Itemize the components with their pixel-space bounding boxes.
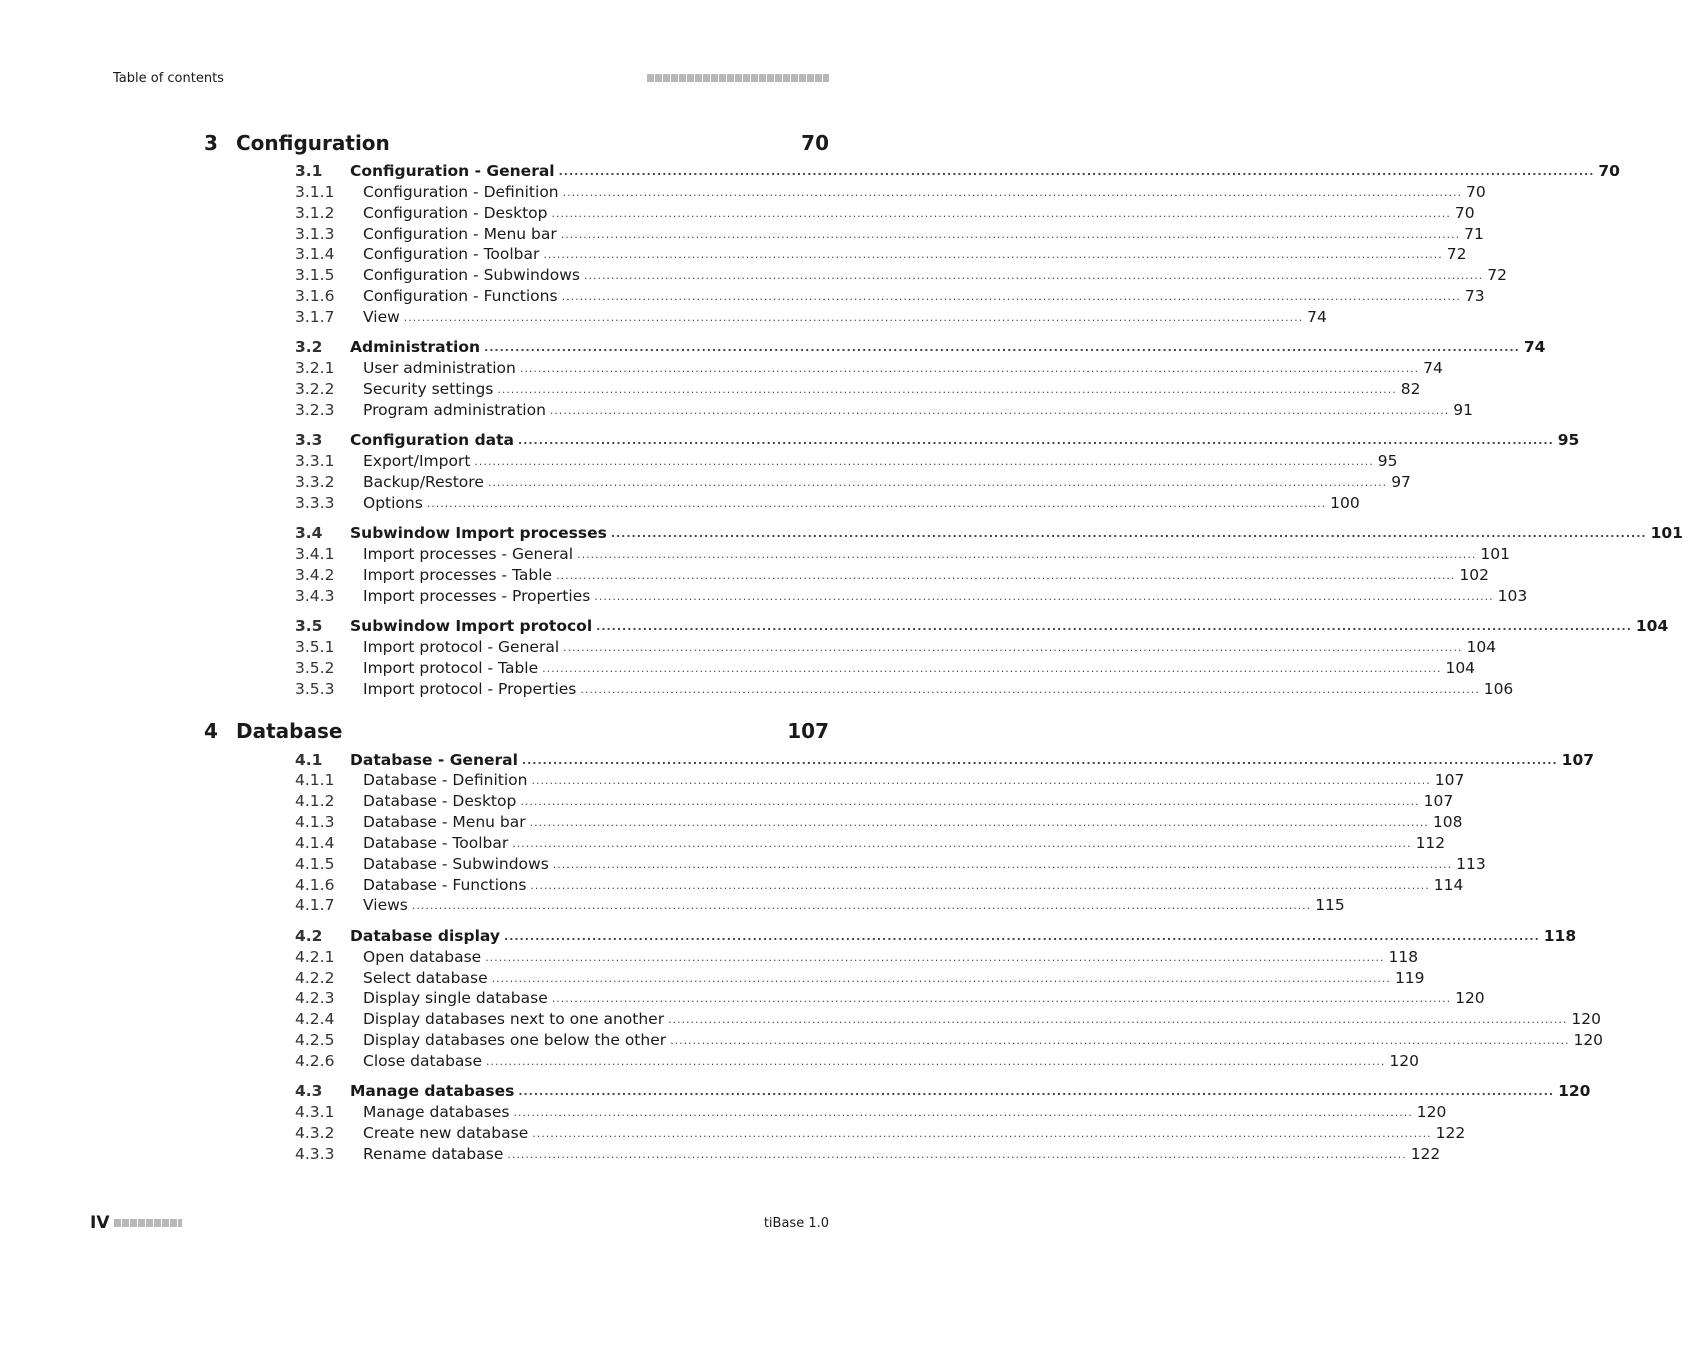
chapter-heading[interactable] [204, 719, 829, 745]
entry-page: 74 [1423, 359, 1443, 377]
toc-entry[interactable] [295, 287, 1485, 308]
chapter-number: 4 [204, 719, 218, 743]
chapter-heading[interactable] [204, 131, 829, 157]
entry-title: Options [363, 494, 427, 512]
chapter-page: 70 [801, 131, 829, 155]
entry-page: 104 [1445, 659, 1476, 677]
entry-page: 101 [1480, 545, 1510, 563]
entry-title: Configuration - Definition [363, 183, 563, 201]
dot-leader: ........................................................................................................................................................................................................ [542, 662, 1442, 675]
toc-entry[interactable] [295, 1010, 1601, 1031]
header-title: Table of contents [113, 71, 224, 86]
dot-leader: ........................................................................................................................................................................................................ [558, 165, 1595, 178]
dot-leader: ........................................................................................................................................................................................................ [530, 879, 1430, 892]
dot-leader: ........................................................................................................................................................................................................ [560, 228, 1461, 241]
entry-page: 120 [1389, 1052, 1419, 1070]
toc-entry[interactable] [295, 380, 1421, 401]
entry-number: 3.3.1 [295, 452, 335, 470]
dot-leader: ........................................................................................................................................................................................................ [563, 641, 1463, 654]
entry-number: 4.2.5 [295, 1031, 335, 1049]
dot-leader: ........................................................................................................................................................................................................ [513, 1106, 1413, 1119]
entry-page: 120 [1573, 1031, 1604, 1049]
toc-entry[interactable] [295, 308, 1327, 329]
toc-entry[interactable] [295, 927, 1577, 948]
entry-title: Open database [363, 948, 485, 966]
entry-title: Import processes - General [363, 545, 577, 563]
entry-number: 3.1.2 [295, 204, 335, 222]
entry-title: Import protocol - General [363, 638, 563, 656]
toc-entry[interactable] [295, 751, 1595, 772]
entry-page: 71 [1464, 225, 1484, 243]
toc-entry[interactable] [295, 225, 1484, 246]
toc-entry[interactable] [295, 1082, 1591, 1103]
entry-number: 4.2.1 [295, 948, 335, 966]
entry-title: Database - Toolbar [363, 834, 512, 852]
dot-leader: ........................................................................................................................................................................................................ [561, 290, 1461, 303]
entry-title: Subwindow Import processes [350, 524, 611, 542]
entry-page: 115 [1315, 896, 1345, 914]
toc-entry[interactable] [295, 989, 1485, 1010]
entry-title: Database - Definition [363, 771, 531, 789]
entry-page: 118 [1388, 948, 1419, 966]
entry-number: 3.4.1 [295, 545, 335, 563]
entry-number: 3.1.1 [295, 183, 335, 201]
entry-title: Backup/Restore [363, 473, 488, 491]
entry-number: 3.2 [295, 338, 323, 356]
dot-leader: ........................................................................................................................................................................................................ [529, 816, 1429, 829]
dot-leader: ........................................................................................................................................................................................................ [491, 972, 1391, 985]
entry-number: 4.2.6 [295, 1052, 335, 1070]
entry-page: 74 [1307, 308, 1327, 326]
toc-entry[interactable] [295, 638, 1497, 659]
entry-title: Display single database [363, 989, 552, 1007]
entry-number: 3.2.2 [295, 380, 335, 398]
entry-number: 3.1.6 [295, 287, 335, 305]
toc-entry[interactable] [295, 771, 1465, 792]
entry-number: 4.1.2 [295, 792, 335, 810]
entry-number: 4.3.3 [295, 1145, 335, 1163]
entry-number: 3.2.3 [295, 401, 335, 419]
entry-title: Display databases one below the other [363, 1031, 670, 1049]
entry-title: Import processes - Table [363, 566, 556, 584]
entry-number: 3.3.2 [295, 473, 335, 491]
entry-page: 82 [1400, 380, 1421, 398]
entry-title: Configuration - Functions [363, 287, 562, 305]
entry-page: 122 [1435, 1124, 1466, 1142]
entry-number: 4.3.1 [295, 1103, 335, 1121]
entry-number: 3.1.5 [295, 266, 335, 284]
entry-number: 3.3.3 [295, 494, 335, 512]
toc-entry[interactable] [295, 183, 1486, 204]
entry-page: 108 [1432, 813, 1463, 831]
dot-leader: ........................................................................................................................................................................................................ [562, 186, 1462, 199]
entry-number: 4.2.4 [295, 1010, 335, 1028]
entry-title: Configuration data [350, 431, 518, 449]
entry-number: 4.2.2 [295, 969, 335, 987]
entry-number: 4.1.4 [295, 834, 335, 852]
entry-page: 95 [1377, 452, 1398, 470]
entry-page: 103 [1497, 587, 1528, 605]
entry-page: 74 [1523, 338, 1546, 356]
entry-page: 100 [1330, 494, 1360, 512]
toc-entry[interactable] [295, 245, 1467, 266]
entry-page: 119 [1394, 969, 1425, 987]
toc-entry[interactable] [295, 792, 1454, 813]
entry-page: 120 [1571, 1010, 1601, 1028]
entry-title: Manage databases [363, 1103, 513, 1121]
entry-page: 101 [1650, 524, 1683, 542]
entry-page: 120 [1455, 989, 1485, 1007]
dot-leader: ........................................................................................................................................................................................................ [551, 207, 1451, 220]
dot-leader: ........................................................................................................................................................................................................ [512, 837, 1412, 850]
entry-page: 70 [1465, 183, 1486, 201]
entry-page: 97 [1391, 473, 1411, 491]
entry-page: 107 [1434, 771, 1465, 789]
entry-number: 4.1.1 [295, 771, 335, 789]
toc-entry[interactable] [295, 834, 1446, 855]
entry-page: 72 [1487, 266, 1508, 284]
dot-leader: ........................................................................................................................................................................................................ [504, 930, 1540, 943]
toc-entry[interactable] [295, 1103, 1447, 1124]
dot-leader: ........................................................................................................................................................................................................ [426, 497, 1327, 510]
entry-title: User administration [363, 359, 520, 377]
dot-leader: ........................................................................................................................................................................................................ [518, 1085, 1555, 1098]
entry-number: 3.5 [295, 617, 323, 635]
entry-page: 107 [1561, 751, 1595, 769]
dot-leader: ........................................................................................................................................................................................................ [486, 1055, 1386, 1068]
dot-leader: ........................................................................................................................................................................................................ [552, 858, 1453, 871]
toc-entry[interactable] [295, 1145, 1441, 1166]
entry-title: Configuration - Toolbar [363, 245, 543, 263]
dot-leader: ........................................................................................................................................................................................................ [543, 248, 1443, 261]
entry-title: Security settings [363, 380, 497, 398]
entry-number: 4.3 [295, 1082, 323, 1100]
entry-title: Rename database [363, 1145, 507, 1163]
entry-title: Manage databases [350, 1082, 518, 1100]
entry-number: 3.2.1 [295, 359, 335, 377]
toc-entry[interactable] [295, 659, 1476, 680]
header-decoration-bar [647, 74, 829, 82]
entry-page: 118 [1543, 927, 1577, 945]
entry-title: View [363, 308, 404, 326]
entry-number: 4.1.3 [295, 813, 335, 831]
toc-entry[interactable] [295, 566, 1489, 587]
entry-number: 4.3.2 [295, 1124, 335, 1142]
entry-page: 120 [1416, 1103, 1447, 1121]
entry-title: Import protocol - Table [363, 659, 542, 677]
entry-page: 91 [1453, 401, 1473, 419]
chapter-title: Configuration [236, 131, 390, 155]
entry-page: 122 [1410, 1145, 1441, 1163]
entry-title: Configuration - General [350, 162, 559, 180]
entry-title: Database - Subwindows [363, 855, 553, 873]
toc-entry[interactable] [295, 204, 1475, 225]
entry-title: Database - Functions [363, 876, 530, 894]
entry-title: Import processes - Properties [363, 587, 594, 605]
toc-entry[interactable] [295, 266, 1508, 287]
dot-leader: ........................................................................................................................................................................................................ [551, 992, 1452, 1005]
product-version: tiBase 1.0 [763, 1216, 829, 1231]
entry-page: 104 [1466, 638, 1497, 656]
dot-leader: ........................................................................................................................................................................................................ [518, 434, 1554, 447]
dot-leader: ........................................................................................................................................................................................................ [521, 754, 1558, 767]
toc-entry[interactable] [295, 876, 1464, 897]
entry-number: 4.1.6 [295, 876, 335, 894]
dot-leader: ........................................................................................................................................................................................................ [594, 590, 1494, 603]
dot-leader: ........................................................................................................................................................................................................ [556, 569, 1456, 582]
entry-number: 3.5.3 [295, 680, 335, 698]
dot-leader: ........................................................................................................................................................................................................ [531, 774, 1431, 787]
entry-number: 4.2.3 [295, 989, 335, 1007]
dot-leader: ........................................................................................................................................................................................................ [519, 362, 1420, 375]
toc-entry[interactable] [295, 813, 1463, 834]
entry-number: 3.1.7 [295, 308, 335, 326]
entry-title: Select database [363, 969, 492, 987]
entry-title: Display databases next to one another [363, 1010, 668, 1028]
chapter-page: 107 [787, 719, 829, 743]
dot-leader: ........................................................................................................................................................................................................ [549, 404, 1450, 417]
dot-leader: ........................................................................................................................................................................................................ [487, 476, 1388, 489]
dot-leader: ........................................................................................................................................................................................................ [507, 1148, 1407, 1161]
dot-leader: ........................................................................................................................................................................................................ [485, 951, 1385, 964]
toc-entry[interactable] [295, 473, 1411, 494]
toc-entry[interactable] [295, 545, 1510, 566]
toc-entry[interactable] [295, 948, 1419, 969]
entry-title: Administration [350, 338, 484, 356]
entry-number: 3.4 [295, 524, 323, 542]
entry-page: 107 [1423, 792, 1454, 810]
chapter-number: 3 [204, 131, 218, 155]
dot-leader: ........................................................................................................................................................................................................ [411, 899, 1312, 912]
entry-title: Configuration - Desktop [363, 204, 552, 222]
dot-leader: ........................................................................................................................................................................................................ [474, 455, 1374, 468]
toc-entry[interactable] [295, 896, 1345, 917]
entry-number: 4.1 [295, 751, 323, 769]
entry-title: Subwindow Import protocol [350, 617, 596, 635]
toc-entry[interactable] [295, 494, 1360, 515]
entry-number: 4.1.7 [295, 896, 335, 914]
entry-number: 3.1 [295, 162, 323, 180]
entry-title: Configuration - Menu bar [363, 225, 561, 243]
toc-entry[interactable] [295, 162, 1620, 183]
toc-entry[interactable] [295, 452, 1398, 473]
chapter-title: Database [236, 719, 343, 743]
entry-number: 3.1.4 [295, 245, 335, 263]
dot-leader: ........................................................................................................................................................................................................ [497, 383, 1397, 396]
entry-number: 3.5.2 [295, 659, 335, 677]
dot-leader: ........................................................................................................................................................................................................ [580, 683, 1480, 696]
entry-title: Database - Desktop [363, 792, 520, 810]
dot-leader: ........................................................................................................................................................................................................ [520, 795, 1420, 808]
toc-entry[interactable] [295, 359, 1443, 380]
entry-title: Export/Import [363, 452, 474, 470]
entry-page: 104 [1635, 617, 1669, 635]
toc-entry[interactable] [295, 401, 1473, 422]
entry-page: 112 [1415, 834, 1446, 852]
page-number: IV [90, 1213, 110, 1233]
toc-entry[interactable] [295, 617, 1669, 638]
entry-page: 95 [1557, 431, 1580, 449]
dot-leader: ........................................................................................................................................................................................................ [577, 548, 1477, 561]
toc-entry[interactable] [295, 855, 1486, 876]
entry-number: 3.4.2 [295, 566, 335, 584]
toc-entry[interactable] [295, 1052, 1419, 1073]
dot-leader: ........................................................................................................................................................................................................ [583, 269, 1484, 282]
entry-title: Program administration [363, 401, 550, 419]
entry-page: 106 [1483, 680, 1514, 698]
entry-number: 3.1.3 [295, 225, 335, 243]
dot-leader: ........................................................................................................................................................................................................ [403, 311, 1304, 324]
entry-page: 102 [1459, 566, 1489, 584]
entry-page: 113 [1456, 855, 1486, 873]
entry-number: 3.4.3 [295, 587, 335, 605]
toc-entry[interactable] [295, 338, 1546, 359]
entry-title: Database - Menu bar [363, 813, 530, 831]
entry-title: Views [363, 896, 412, 914]
toc-entry[interactable] [295, 1031, 1604, 1052]
footer-decoration-bar [114, 1219, 182, 1227]
entry-title: Import protocol - Properties [363, 680, 580, 698]
toc-entry[interactable] [295, 524, 1683, 545]
entry-page: 70 [1598, 162, 1620, 180]
entry-page: 73 [1464, 287, 1485, 305]
entry-title: Configuration - Subwindows [363, 266, 584, 284]
entry-page: 72 [1446, 245, 1467, 263]
entry-number: 4.2 [295, 927, 323, 945]
entry-title: Database display [350, 927, 504, 945]
entry-number: 4.1.5 [295, 855, 335, 873]
dot-leader: ........................................................................................................................................................................................................ [484, 341, 1520, 354]
toc-entry[interactable] [295, 680, 1514, 701]
entry-page: 70 [1454, 204, 1475, 222]
toc-entry[interactable] [295, 1124, 1466, 1145]
entry-page: 114 [1433, 876, 1464, 894]
dot-leader: ........................................................................................................................................................................................................ [610, 527, 1647, 540]
dot-leader: ........................................................................................................................................................................................................ [532, 1127, 1432, 1140]
entry-number: 3.5.1 [295, 638, 335, 656]
entry-title: Database - General [350, 751, 522, 769]
entry-number: 3.3 [295, 431, 323, 449]
dot-leader: ........................................................................................................................................................................................................ [668, 1013, 1568, 1026]
toc-entry[interactable] [295, 969, 1425, 990]
toc-entry[interactable] [295, 431, 1580, 452]
dot-leader: ........................................................................................................................................................................................................ [596, 620, 1632, 633]
entry-title: Create new database [363, 1124, 532, 1142]
dot-leader: ........................................................................................................................................................................................................ [670, 1034, 1570, 1047]
entry-page: 120 [1558, 1082, 1591, 1100]
toc-entry[interactable] [295, 587, 1528, 608]
entry-title: Close database [363, 1052, 486, 1070]
